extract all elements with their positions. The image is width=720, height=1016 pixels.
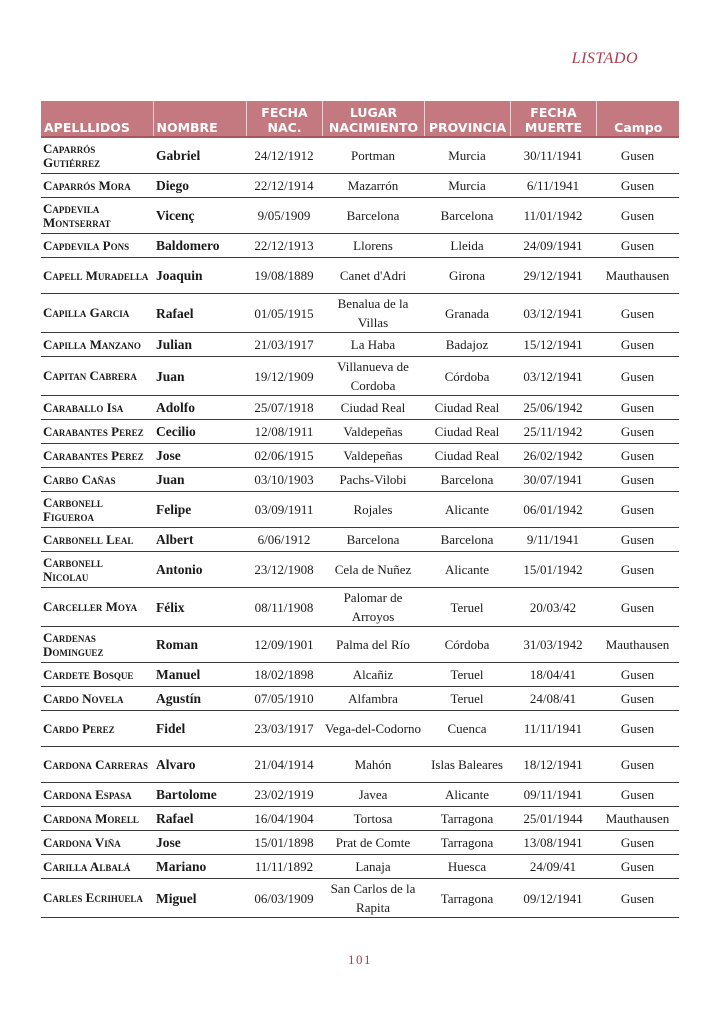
cell-apellidos: Capilla Garcia xyxy=(41,294,153,333)
cell-provincia: Badajoz xyxy=(424,333,510,357)
cell-lugar-nacimiento: Mazarrón xyxy=(322,174,424,198)
cell-lugar-nacimiento: La Haba xyxy=(322,333,424,357)
section-title: LISTADO xyxy=(571,50,638,67)
cell-fecha-nac: 23/02/1919 xyxy=(246,783,322,807)
cell-provincia: Tarragona xyxy=(424,807,510,831)
table-row xyxy=(41,468,679,492)
cell-fecha-nac: 12/08/1911 xyxy=(246,420,322,444)
cell-fecha-muerte: 15/12/1941 xyxy=(510,333,596,357)
header-provincia: PROVINCIA xyxy=(424,101,510,137)
cell-lugar-nacimiento: Ciudad Real xyxy=(322,396,424,420)
table-row xyxy=(41,747,679,783)
cell-fecha-muerte: 25/06/1942 xyxy=(510,396,596,420)
cell-apellidos: Capilla Manzano xyxy=(41,333,153,357)
cell-apellidos: Capell Muradella xyxy=(41,258,153,294)
table-row xyxy=(41,552,679,588)
cell-lugar-nacimiento: Barcelona xyxy=(322,528,424,552)
cell-apellidos: Caparrós Gutiérrez xyxy=(41,137,153,174)
cell-campo: Gusen xyxy=(596,174,679,198)
cell-fecha-nac: 15/01/1898 xyxy=(246,831,322,855)
cell-lugar-nacimiento: Portman xyxy=(322,137,424,174)
cell-lugar-nacimiento: Palma del Río xyxy=(322,627,424,663)
cell-provincia: Ciudad Real xyxy=(424,396,510,420)
table-row xyxy=(41,783,679,807)
cell-fecha-muerte: 25/11/1942 xyxy=(510,420,596,444)
cell-apellidos: Capitan Cabrera xyxy=(41,357,153,396)
cell-nombre: Albert xyxy=(153,528,246,552)
cell-campo: Gusen xyxy=(596,687,679,711)
cell-lugar-nacimiento: Palomar de Arroyos xyxy=(322,588,424,627)
cell-fecha-nac: 21/04/1914 xyxy=(246,747,322,783)
cell-fecha-nac: 19/12/1909 xyxy=(246,357,322,396)
cell-apellidos: Carabantes Perez xyxy=(41,420,153,444)
cell-nombre: Alvaro xyxy=(153,747,246,783)
table-row xyxy=(41,396,679,420)
cell-fecha-muerte: 18/04/41 xyxy=(510,663,596,687)
cell-nombre: Adolfo xyxy=(153,396,246,420)
cell-provincia: Barcelona xyxy=(424,528,510,552)
cell-apellidos: Capdevila Montserrat xyxy=(41,198,153,234)
header-fecha-muerte: FECHA MUERTE xyxy=(510,101,596,137)
cell-nombre: Rafael xyxy=(153,294,246,333)
cell-fecha-nac: 16/04/1904 xyxy=(246,807,322,831)
table-row xyxy=(41,831,679,855)
header-lugar-nacimiento: LUGAR NACIMIENTO xyxy=(322,101,424,137)
cell-provincia: Barcelona xyxy=(424,198,510,234)
cell-lugar-nacimiento: Llorens xyxy=(322,234,424,258)
cell-provincia: Lleida xyxy=(424,234,510,258)
cell-apellidos: Carceller Moya xyxy=(41,588,153,627)
table-row xyxy=(41,855,679,879)
cell-provincia: Cuenca xyxy=(424,711,510,747)
cell-nombre: Manuel xyxy=(153,663,246,687)
table-row xyxy=(41,528,679,552)
cell-lugar-nacimiento: Benalua de la Villas xyxy=(322,294,424,333)
cell-fecha-muerte: 9/11/1941 xyxy=(510,528,596,552)
cell-lugar-nacimiento: Alfambra xyxy=(322,687,424,711)
cell-apellidos: Cardona Carreras xyxy=(41,747,153,783)
cell-campo: Mauthausen xyxy=(596,258,679,294)
cell-nombre: Gabriel xyxy=(153,137,246,174)
cell-campo: Gusen xyxy=(596,663,679,687)
cell-provincia: Teruel xyxy=(424,687,510,711)
cell-fecha-muerte: 24/09/41 xyxy=(510,855,596,879)
cell-fecha-nac: 22/12/1914 xyxy=(246,174,322,198)
cell-nombre: Jose xyxy=(153,444,246,468)
cell-nombre: Agustín xyxy=(153,687,246,711)
cell-campo: Gusen xyxy=(596,831,679,855)
cell-campo: Gusen xyxy=(596,333,679,357)
cell-fecha-muerte: 11/11/1941 xyxy=(510,711,596,747)
cell-nombre: Miguel xyxy=(153,879,246,918)
cell-fecha-nac: 03/09/1911 xyxy=(246,492,322,528)
cell-campo: Gusen xyxy=(596,552,679,588)
cell-provincia: Ciudad Real xyxy=(424,420,510,444)
cell-provincia: Córdoba xyxy=(424,357,510,396)
cell-nombre: Juan xyxy=(153,357,246,396)
cell-fecha-nac: 03/10/1903 xyxy=(246,468,322,492)
cell-lugar-nacimiento: Cela de Nuñez xyxy=(322,552,424,588)
cell-apellidos: Capdevila Pons xyxy=(41,234,153,258)
cell-fecha-muerte: 03/12/1941 xyxy=(510,294,596,333)
cell-apellidos: Carbonell Nicolau xyxy=(41,552,153,588)
cell-provincia: Barcelona xyxy=(424,468,510,492)
cell-fecha-muerte: 24/08/41 xyxy=(510,687,596,711)
table-row xyxy=(41,234,679,258)
table-row xyxy=(41,258,679,294)
cell-nombre: Julian xyxy=(153,333,246,357)
cell-fecha-nac: 06/03/1909 xyxy=(246,879,322,918)
cell-campo: Gusen xyxy=(596,879,679,918)
cell-fecha-muerte: 31/03/1942 xyxy=(510,627,596,663)
cell-apellidos: Carbonell Figueroa xyxy=(41,492,153,528)
cell-fecha-muerte: 6/11/1941 xyxy=(510,174,596,198)
cell-provincia: Córdoba xyxy=(424,627,510,663)
cell-campo: Gusen xyxy=(596,294,679,333)
table-row xyxy=(41,420,679,444)
cell-apellidos: Cardona Morell xyxy=(41,807,153,831)
cell-fecha-nac: 19/08/1889 xyxy=(246,258,322,294)
table-row xyxy=(41,294,679,333)
cell-provincia: Granada xyxy=(424,294,510,333)
cell-apellidos: Caparrós Mora xyxy=(41,174,153,198)
cell-nombre: Jose xyxy=(153,831,246,855)
table-body xyxy=(41,137,679,918)
cell-lugar-nacimiento: Barcelona xyxy=(322,198,424,234)
cell-nombre: Vicenç xyxy=(153,198,246,234)
cell-campo: Gusen xyxy=(596,234,679,258)
cell-fecha-nac: 02/06/1915 xyxy=(246,444,322,468)
cell-apellidos: Cardo Perez xyxy=(41,711,153,747)
cell-apellidos: Cardo Novela xyxy=(41,687,153,711)
cell-apellidos: Cardona Espasa xyxy=(41,783,153,807)
cell-nombre: Cecilio xyxy=(153,420,246,444)
cell-nombre: Fidel xyxy=(153,711,246,747)
cell-apellidos: Carabantes Perez xyxy=(41,444,153,468)
cell-campo: Gusen xyxy=(596,420,679,444)
cell-nombre: Felipe xyxy=(153,492,246,528)
cell-fecha-muerte: 09/12/1941 xyxy=(510,879,596,918)
cell-provincia: Huesca xyxy=(424,855,510,879)
cell-provincia: Girona xyxy=(424,258,510,294)
header-fecha-nac: FECHA NAC. xyxy=(246,101,322,137)
cell-nombre: Roman xyxy=(153,627,246,663)
cell-provincia: Alicante xyxy=(424,492,510,528)
header-campo: Campo xyxy=(596,101,679,137)
cell-apellidos: Carilla Albalá xyxy=(41,855,153,879)
cell-fecha-nac: 12/09/1901 xyxy=(246,627,322,663)
cell-nombre: Félix xyxy=(153,588,246,627)
cell-lugar-nacimiento: Prat de Comte xyxy=(322,831,424,855)
cell-fecha-nac: 01/05/1915 xyxy=(246,294,322,333)
cell-nombre: Rafael xyxy=(153,807,246,831)
cell-nombre: Joaquin xyxy=(153,258,246,294)
cell-apellidos: Cardete Bosque xyxy=(41,663,153,687)
cell-fecha-nac: 21/03/1917 xyxy=(246,333,322,357)
cell-lugar-nacimiento: Rojales xyxy=(322,492,424,528)
cell-nombre: Bartolome xyxy=(153,783,246,807)
table-row xyxy=(41,627,679,663)
cell-apellidos: Cardenas Dominguez xyxy=(41,627,153,663)
cell-lugar-nacimiento: Villanueva de Cordoba xyxy=(322,357,424,396)
cell-lugar-nacimiento: Alcañiz xyxy=(322,663,424,687)
page-number: 101 xyxy=(348,952,372,967)
table-row xyxy=(41,879,679,918)
cell-lugar-nacimiento: Javea xyxy=(322,783,424,807)
cell-lugar-nacimiento: San Carlos de la Rapita xyxy=(322,879,424,918)
cell-fecha-nac: 23/12/1908 xyxy=(246,552,322,588)
cell-lugar-nacimiento: Canet d'Adri xyxy=(322,258,424,294)
cell-fecha-muerte: 06/01/1942 xyxy=(510,492,596,528)
cell-apellidos: Cardona Viña xyxy=(41,831,153,855)
table-row xyxy=(41,588,679,627)
cell-provincia: Murcia xyxy=(424,174,510,198)
cell-campo: Gusen xyxy=(596,588,679,627)
cell-provincia: Ciudad Real xyxy=(424,444,510,468)
cell-fecha-nac: 18/02/1898 xyxy=(246,663,322,687)
header-nombre: NOMBRE xyxy=(153,101,246,137)
cell-fecha-muerte: 11/01/1942 xyxy=(510,198,596,234)
table-row xyxy=(41,807,679,831)
cell-fecha-muerte: 25/01/1944 xyxy=(510,807,596,831)
table-row xyxy=(41,663,679,687)
cell-lugar-nacimiento: Valdepeñas xyxy=(322,444,424,468)
cell-fecha-muerte: 20/03/42 xyxy=(510,588,596,627)
cell-fecha-nac: 22/12/1913 xyxy=(246,234,322,258)
cell-fecha-nac: 11/11/1892 xyxy=(246,855,322,879)
cell-fecha-muerte: 24/09/1941 xyxy=(510,234,596,258)
cell-campo: Mauthausen xyxy=(596,627,679,663)
cell-campo: Gusen xyxy=(596,747,679,783)
cell-nombre: Baldomero xyxy=(153,234,246,258)
cell-lugar-nacimiento: Pachs-Vilobi xyxy=(322,468,424,492)
cell-campo: Gusen xyxy=(596,492,679,528)
cell-lugar-nacimiento: Lanaja xyxy=(322,855,424,879)
cell-campo: Gusen xyxy=(596,528,679,552)
cell-provincia: Alicante xyxy=(424,552,510,588)
cell-fecha-muerte: 26/02/1942 xyxy=(510,444,596,468)
cell-provincia: Teruel xyxy=(424,663,510,687)
cell-apellidos: Carbo Cañas xyxy=(41,468,153,492)
cell-apellidos: Carbonell Leal xyxy=(41,528,153,552)
cell-campo: Gusen xyxy=(596,137,679,174)
cell-campo: Gusen xyxy=(596,198,679,234)
cell-apellidos: Caraballo Isa xyxy=(41,396,153,420)
cell-fecha-nac: 25/07/1918 xyxy=(246,396,322,420)
cell-apellidos: Carles Ecrihuela xyxy=(41,879,153,918)
cell-fecha-muerte: 09/11/1941 xyxy=(510,783,596,807)
table-row xyxy=(41,137,679,174)
cell-fecha-muerte: 29/12/1941 xyxy=(510,258,596,294)
cell-campo: Gusen xyxy=(596,468,679,492)
cell-lugar-nacimiento: Valdepeñas xyxy=(322,420,424,444)
cell-campo: Gusen xyxy=(596,396,679,420)
cell-lugar-nacimiento: Mahón xyxy=(322,747,424,783)
cell-fecha-muerte: 15/01/1942 xyxy=(510,552,596,588)
table-row xyxy=(41,333,679,357)
cell-nombre: Juan xyxy=(153,468,246,492)
cell-nombre: Antonio xyxy=(153,552,246,588)
table-row xyxy=(41,198,679,234)
cell-fecha-nac: 6/06/1912 xyxy=(246,528,322,552)
cell-nombre: Mariano xyxy=(153,855,246,879)
cell-fecha-muerte: 30/07/1941 xyxy=(510,468,596,492)
cell-fecha-muerte: 13/08/1941 xyxy=(510,831,596,855)
cell-fecha-nac: 9/05/1909 xyxy=(246,198,322,234)
cell-campo: Gusen xyxy=(596,357,679,396)
cell-nombre: Diego xyxy=(153,174,246,198)
cell-provincia: Alicante xyxy=(424,783,510,807)
cell-fecha-muerte: 03/12/1941 xyxy=(510,357,596,396)
cell-fecha-nac: 07/05/1910 xyxy=(246,687,322,711)
table-row xyxy=(41,711,679,747)
cell-fecha-muerte: 18/12/1941 xyxy=(510,747,596,783)
table-header xyxy=(41,101,679,137)
cell-fecha-nac: 23/03/1917 xyxy=(246,711,322,747)
cell-provincia: Tarragona xyxy=(424,831,510,855)
cell-provincia: Islas Baleares xyxy=(424,747,510,783)
cell-provincia: Murcia xyxy=(424,137,510,174)
cell-campo: Mauthausen xyxy=(596,807,679,831)
cell-provincia: Tarragona xyxy=(424,879,510,918)
table-row xyxy=(41,687,679,711)
table-row xyxy=(41,444,679,468)
cell-provincia: Teruel xyxy=(424,588,510,627)
cell-lugar-nacimiento: Tortosa xyxy=(322,807,424,831)
table-row xyxy=(41,357,679,396)
table-row xyxy=(41,492,679,528)
cell-fecha-nac: 24/12/1912 xyxy=(246,137,322,174)
table-row xyxy=(41,174,679,198)
cell-lugar-nacimiento: Vega-del-Codorno xyxy=(322,711,424,747)
cell-campo: Gusen xyxy=(596,711,679,747)
header-apellidos: APELLLIDOS xyxy=(41,101,153,137)
deportees-table xyxy=(41,101,679,918)
cell-fecha-nac: 08/11/1908 xyxy=(246,588,322,627)
cell-campo: Gusen xyxy=(596,444,679,468)
cell-fecha-muerte: 30/11/1941 xyxy=(510,137,596,174)
cell-campo: Gusen xyxy=(596,855,679,879)
cell-campo: Gusen xyxy=(596,783,679,807)
